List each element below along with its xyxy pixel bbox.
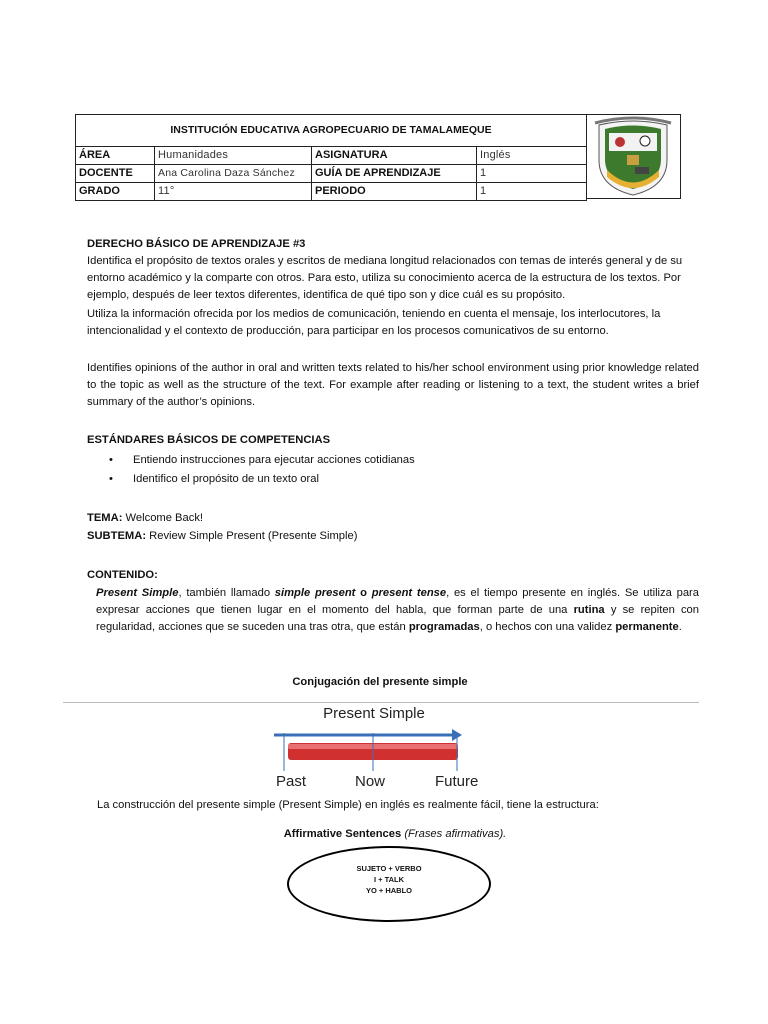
subject-value: Inglés [477, 147, 587, 165]
formula-line: YO + HABLO [365, 886, 413, 895]
subject-label: ASIGNATURA [312, 147, 477, 165]
logo-cell [586, 114, 681, 199]
text-run: y se repiten con regularidad, acciones que se suceden una tras otra, que están [96, 604, 699, 633]
subtema-label: SUBTEMA: [87, 530, 147, 542]
text-run: , también llamado [178, 587, 275, 599]
standards-list [87, 451, 687, 489]
area-label: ÁREA [76, 147, 155, 165]
label-now: Now [355, 773, 386, 790]
subtema-line [87, 528, 699, 545]
affirmative-subtitle: (Frases afirmativas). [404, 828, 507, 840]
grade-value: 11° [155, 183, 312, 201]
text-run: o [355, 587, 372, 599]
list-item: • Identifico el propósito de un texto oral [87, 470, 687, 489]
grade-label: GRADO [76, 183, 155, 201]
dba-heading: DERECHO BÁSICO DE APRENDIZAJE #3 [87, 238, 306, 250]
dba-paragraph-2: Utiliza la información ofrecida por los medios de comunicación, teniendo en cuenta el mensaje, los interlocutores, la intencionalidad y el contexto de producción, para participar en los procesos comunicativos de su entorno. [87, 308, 661, 337]
formula-line: I + TALK [373, 875, 405, 884]
teacher-value: Ana Carolina Daza Sánchez [155, 165, 312, 183]
area-value: Humanidades [155, 147, 312, 165]
affirmative-heading [0, 828, 768, 840]
timeline-graphic [262, 725, 502, 775]
term-permanente: permanente [615, 621, 679, 633]
dba-paragraph-english: Identifies opinions of the author in oral and written texts related to his/her school environment using prior knowledge related to the topic as well as the structure of the text. For example after reading or listening to a text, the student writes a brief summary of the author’s opinions. [87, 362, 699, 408]
text-run: , o hechos con una validez [479, 621, 616, 633]
period-value: 1 [477, 183, 587, 201]
tema-line [87, 510, 699, 527]
header-table [75, 114, 680, 198]
institution-title: INSTITUCIÓN EDUCATIVA AGROPECUARIO DE TAMALAMEQUE [76, 115, 587, 147]
construction-text: La construcción del presente simple (Present Simple) en inglés es realmente fácil, tiene la estructura: [97, 799, 599, 811]
standards-heading: ESTÁNDARES BÁSICOS DE COMPETENCIAS [87, 434, 331, 446]
content-paragraph [96, 585, 699, 636]
formula-ellipse [287, 846, 491, 922]
text-run: , es el tiempo presente en inglés. Se utiliza para expresar acciones que tienen lugar en el momento del habla, que forman parte de una [96, 587, 699, 616]
conjugation-heading: Conjugación del presente simple [292, 676, 468, 688]
term-present-tense: present tense [371, 587, 447, 599]
timeline-diagram [262, 703, 502, 795]
text-run: . [678, 621, 682, 633]
subtema-value: Review Simple Present (Presente Simple) [149, 530, 358, 542]
guide-value: 1 [477, 165, 587, 183]
diagram-title: Present Simple [323, 705, 425, 722]
term-simple-present: simple present [274, 587, 356, 599]
tema-label: TEMA: [87, 512, 123, 524]
term-programadas: programadas [408, 621, 480, 633]
label-past: Past [276, 773, 307, 790]
guide-label: GUÍA DE APRENDIZAJE [312, 165, 477, 183]
label-future: Future [435, 773, 479, 790]
period-label: PERIODO [312, 183, 477, 201]
affirmative-title: Affirmative Sentences [283, 828, 402, 840]
dba-paragraph-1: Identifica el propósito de textos orales y escritos de mediana longitud relacionados con temas de interés general y de su entorno académico y la comparte con otros. Para esto, utiliza su conocimiento acerca de la estructura de los textos. Por ejemplo, después de leer textos diferentes, identifica de qué tipo son y dice cuál es su propósito. [87, 255, 683, 301]
term-present-simple: Present Simple [96, 587, 179, 599]
formula-line: SUJETO + VERBO [356, 864, 422, 873]
term-rutina: rutina [573, 604, 605, 616]
school-crest-icon [587, 115, 680, 198]
tema-value: Welcome Back! [125, 512, 204, 524]
content-heading: CONTENIDO: [87, 569, 158, 581]
teacher-label: DOCENTE [76, 165, 155, 183]
list-item: • Entiendo instrucciones para ejecutar acciones cotidianas [87, 451, 687, 470]
